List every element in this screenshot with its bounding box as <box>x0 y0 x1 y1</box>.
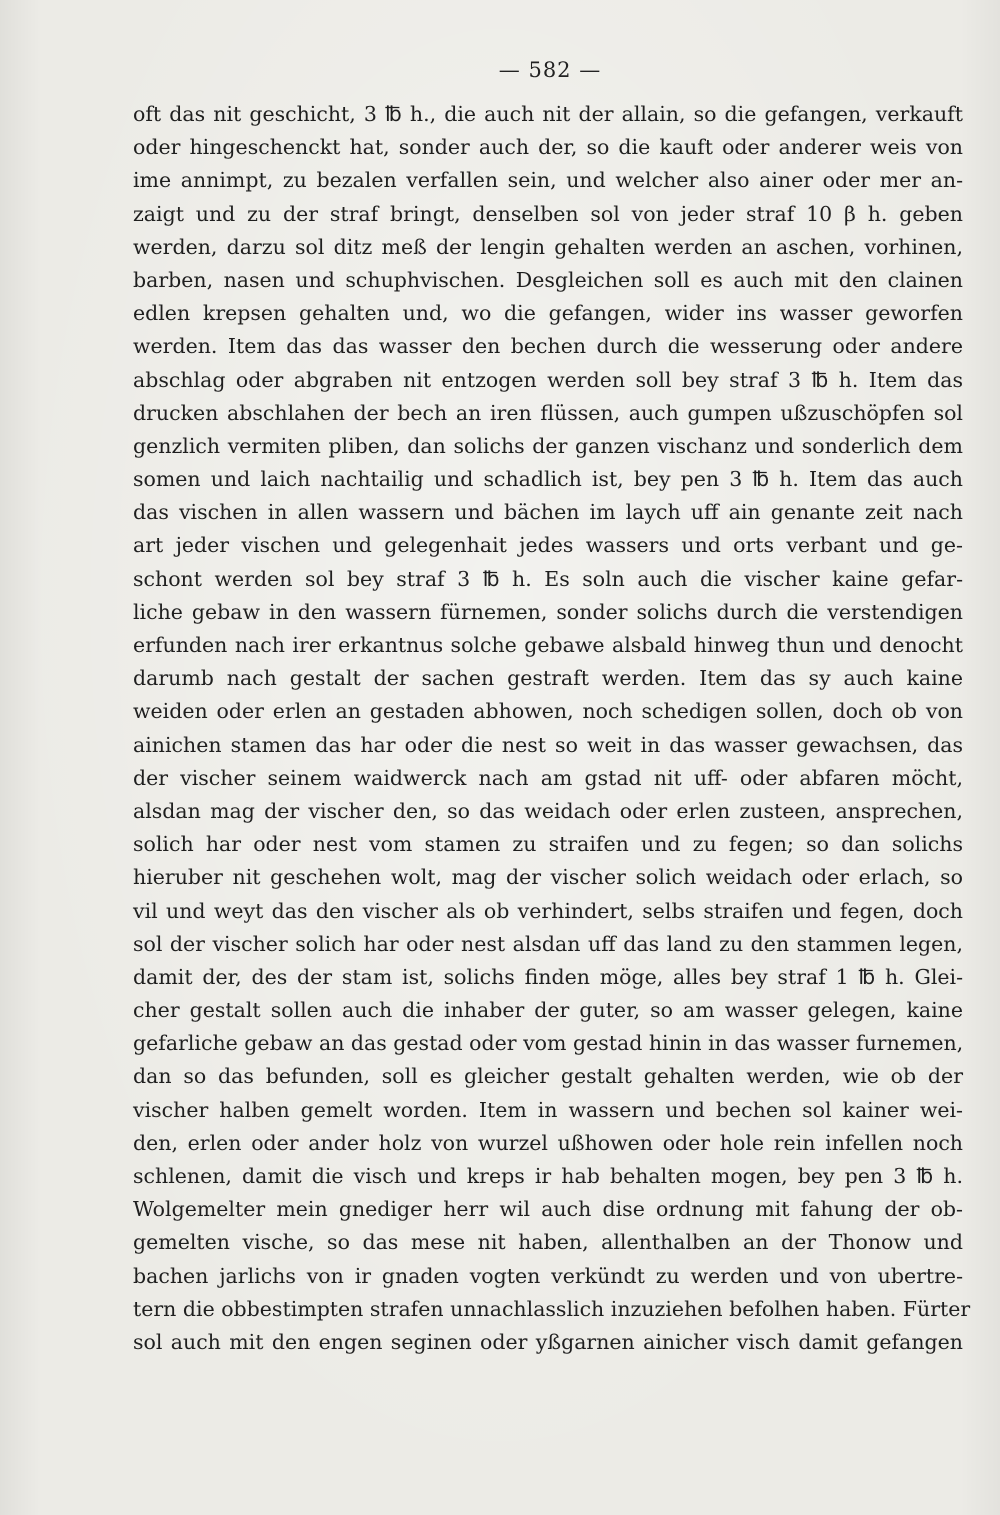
text-line: Wolgemelter mein gnediger herr wil auch dise ordnung mit fahung der ob- <box>133 1197 963 1222</box>
text-line: damit der, des der stam ist, solichs finden möge, alles bey straf 1 ℔ h. Glei- <box>133 964 963 989</box>
text-line: darumb nach gestalt der sachen gestraft werden. Item das sy auch kaine <box>133 666 963 691</box>
text-line: dan so das befunden, soll es gleicher gestalt gehalten werden, wie ob der <box>133 1064 963 1089</box>
text-line: hieruber nit geschehen wolt, mag der vischer solich weidach oder erlach, so <box>133 865 963 890</box>
text-line: abschlag oder abgraben nit entzogen werden soll bey straf 3 ℔ h. Item das <box>133 367 963 392</box>
body-text <box>133 98 971 1359</box>
text-line: sol auch mit den engen seginen oder yßgarnen ainicher visch damit gefangen <box>133 1329 963 1354</box>
text-line: somen und laich nachtailig und schadlich ist, bey pen 3 ℔ h. Item das auch <box>133 467 963 492</box>
text-line: schlenen, damit die visch und kreps ir hab behalten mogen, bey pen 3 ℔ h. <box>133 1164 963 1188</box>
text-line: gemelten vische, so das mese nit haben, allenthalben an der Thonow und <box>133 1230 963 1255</box>
text-line: bachen jarlichs von ir gnaden vogten verkündt zu werden und von ubertre- <box>133 1263 963 1288</box>
text-line: das vischen in allen wassern und bächen im laych uff ain genante zeit nach <box>133 500 963 525</box>
text-line: tern die obbestimpten strafen unnachlasslich inzuziehen befolhen haben. Fürter <box>133 1296 971 1321</box>
text-line: werden, darzu sol ditz meß der lengin gehalten werden an aschen, vorhinen, <box>133 234 963 259</box>
text-line: weiden oder erlen an gestaden abhowen, noch schedigen sollen, doch ob von <box>133 699 963 724</box>
text-line: alsdan mag der vischer den, so das weidach oder erlen zusteen, ansprechen, <box>133 798 963 823</box>
text-line: zaigt und zu der straf bringt, denselben sol von jeder straf 10 β h. geben <box>133 201 963 226</box>
text-line: oder hingeschenckt hat, sonder auch der, so die kauft oder anderer weis von <box>133 135 963 160</box>
text-line: art jeder vischen und gelegenhait jedes wassers und orts verbant und ge- <box>133 533 963 558</box>
text-line: vil und weyt das den vischer als ob verhindert, selbs straifen und fegen, doch <box>133 898 963 923</box>
text-line: sol der vischer solich har oder nest alsdan uff das land zu den stammen legen, <box>133 931 963 956</box>
text-line: drucken abschlahen der bech an iren flüssen, auch gumpen ußzuschöpfen sol <box>133 400 963 425</box>
text-line: erfunden nach irer erkantnus solche gebawe alsbald hinweg thun und denocht <box>133 633 963 657</box>
text-line: cher gestalt sollen auch die inhaber der guter, so am wasser gelegen, kaine <box>133 998 963 1023</box>
text-line: den, erlen oder ander holz von wurzel ußhowen oder hole rein infellen noch <box>133 1130 963 1155</box>
text-line: liche gebaw in den wassern fürnemen, sonder solichs durch die verstendigen <box>133 599 963 624</box>
text-line: ime annimpt, zu bezalen verfallen sein, und welcher also ainer oder mer an- <box>133 168 963 193</box>
text-line: der vischer seinem waidwerck nach am gstad nit uff- oder abfaren möcht, <box>133 765 963 790</box>
text-line: solich har oder nest vom stamen zu straifen und zu fegen; so dan solichs <box>133 832 963 857</box>
text-line: genzlich vermiten pliben, dan solichs der ganzen vischanz und sonderlich dem <box>133 433 963 458</box>
text-line: barben, nasen und schuphvischen. Desgleichen soll es auch mit den clainen <box>133 267 963 292</box>
text-line: schont werden sol bey straf 3 ℔ h. Es soln auch die vischer kaine gefar- <box>133 566 963 591</box>
text-line: edlen krepsen gehalten und, wo die gefangen, wider ins wasser geworfen <box>133 301 963 326</box>
text-line: gefarliche gebaw an das gestad oder vom gestad hinin in das wasser furnemen, <box>133 1031 964 1056</box>
text-line: werden. Item das das wasser den bechen durch die wesserung oder andere <box>133 334 963 359</box>
text-line: ainichen stamen das har oder die nest so weit in das wasser gewachsen, das <box>133 732 963 757</box>
text-line: oft das nit geschicht, 3 ℔ h., die auch nit der allain, so die gefangen, verkauft <box>133 102 963 126</box>
page-number: — 582 — <box>498 58 602 82</box>
text-line: vischer halben gemelt worden. Item in wassern und bechen sol kainer wei- <box>133 1097 963 1122</box>
